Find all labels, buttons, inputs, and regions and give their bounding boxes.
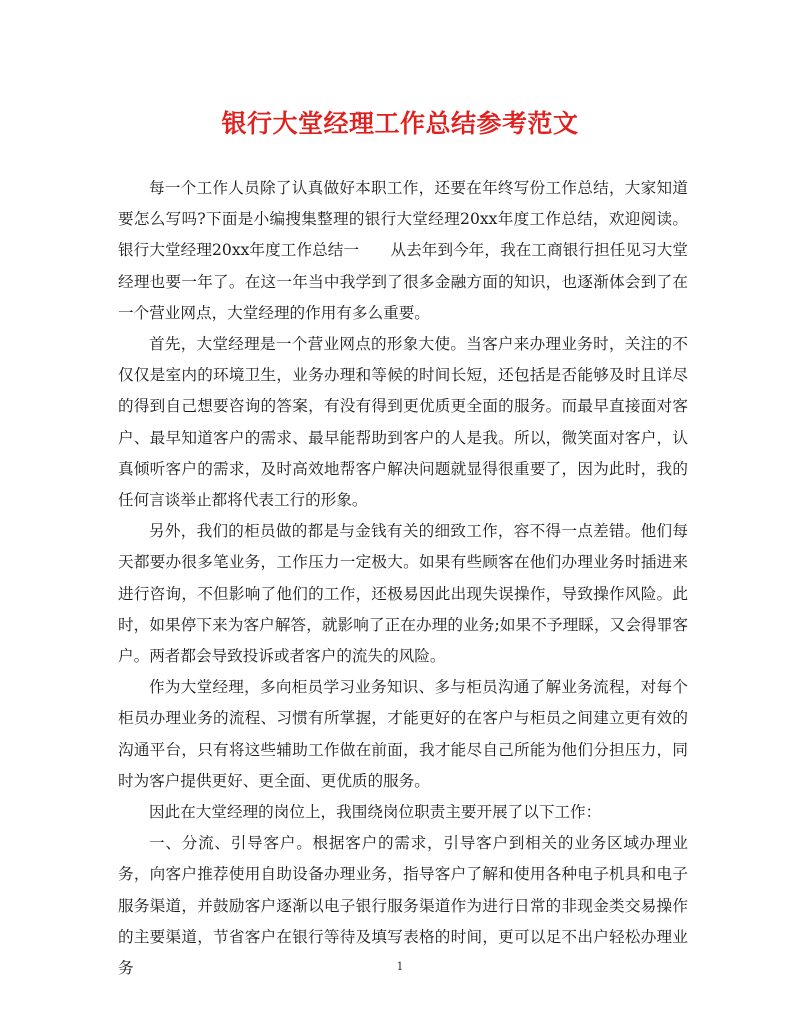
paragraph-role: 作为大堂经理，多向柜员学习业务知识、多与柜员沟通了解业务流程，对每个柜员办理业务的流程、习惯有所掌握，才能更好的在客户与柜员之间建立更有效的沟通平台，只有将这些辅助工作做在前面，我才能尽自己所能为他们分担压力，同时为客户提供更好、更全面、更优质的服务。	[118, 678, 688, 790]
paragraph-intro: 每一个工作人员除了认真做好本职工作，还要在年终写份工作总结，大家知道要怎么写吗?下面是小编搜集整理的银行大堂经理20xx年度工作总结，欢迎阅读。银行大堂经理20xx年度工作总结一 从去年到今年，我在工商银行担任见习大堂经理也要一年了。在这一年当中我学到了很多金融方面的知识，也逐渐体会到了在一个营业网点，大堂经理的作用有多么重要。	[118, 179, 688, 322]
page-number: 1	[396, 960, 404, 973]
paragraph-duty-1: 一、分流、引导客户。根据客户的需求，引导客户到相关的业务区域办理业务，向客户推荐使用自助设备办理业务，指导客户了解和使用各种电子机具和电子服务渠道，并鼓励客户逐渐以电子银行服务渠道作为进行日常的非现金类交易操作的主要渠道，节省客户在银行等待及填写表格的时间，更可以足不出户轻松办理业务	[118, 834, 688, 978]
paragraph-duties-intro: 因此在大堂经理的岗位上，我围绕岗位职责主要开展了以下工作：	[149, 803, 602, 822]
document-title: 银行大堂经理工作总结参考范文	[221, 109, 579, 138]
paragraph-tellers: 另外，我们的柜员做的都是与金钱有关的细致工作，容不得一点差错。他们每天都要办很多笔业务，工作压力一定极大。如果有些顾客在他们办理业务时插进来进行咨询，不但影响了他们的工作，还极易因此出现失误操作，导致操作风险。此时，如果停下来为客户解答，就影响了正在办理的业务;如果不予理睬，又会得罪客户。两者都会导致投诉或者客户的流失的风险。	[118, 522, 688, 666]
paragraph-image-ambassador: 首先，大堂经理是一个营业网点的形象大使。当客户来办理业务时，关注的不仅仅是室内的环境卫生，业务办理和等候的时间长短，还包括是否能够及时且详尽的得到自己想要咨询的答案，有没有得到更优质更全面的服务。而最早直接面对客户、最早知道客户的需求、最早能帮助到客户的人是我。所以，微笑面对客户，认真倾听客户的需求，及时高效地帮客户解决问题就显得很重要了，因为此时，我的任何言谈举止都将代表工行的形象。	[118, 335, 688, 510]
document-body	[118, 173, 688, 984]
